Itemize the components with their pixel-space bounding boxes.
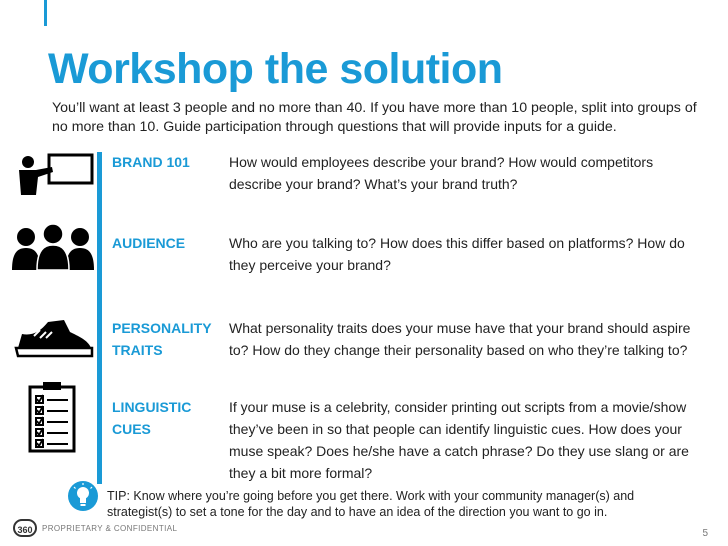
section-label-audience: AUDIENCE bbox=[112, 235, 186, 251]
confidential-label: PROPRIETARY & CONFIDENTIAL bbox=[42, 524, 178, 533]
clipboard-checklist-icon bbox=[28, 381, 78, 453]
company-logo: 360 bbox=[13, 519, 37, 537]
page-title: Workshop the solution bbox=[48, 45, 503, 93]
top-accent-rule bbox=[44, 0, 47, 26]
section-label-brand-101: BRAND 101 bbox=[112, 154, 190, 170]
lightbulb-icon bbox=[68, 481, 98, 511]
section-label-cues: CUES bbox=[112, 421, 151, 437]
section-desc-linguistic-line1: If your muse is a celebrity, consider printing out scripts from a movie/show bbox=[229, 399, 687, 415]
section-desc-linguistic-line2: they’ve been in so that people can identify linguistic cues. How does your bbox=[229, 421, 682, 437]
section-desc-linguistic-line3: muse speak? Does he/she have a catch phrase? Do they use slang or are bbox=[229, 443, 689, 459]
page-number: 5 bbox=[702, 528, 708, 539]
section-desc-audience-line2: they perceive your brand? bbox=[229, 257, 391, 273]
section-desc-brand-101-line2: describe your brand? What’s your brand truth? bbox=[229, 176, 518, 192]
section-label-linguistic: LINGUISTIC bbox=[112, 399, 192, 415]
audience-icon bbox=[10, 224, 96, 270]
section-desc-linguistic-line4: they a bit more formal? bbox=[229, 465, 373, 481]
section-accent-bar bbox=[97, 152, 102, 484]
tip-line-1: TIP: Know where you’re going before you get there. Work with your community manager(s) and bbox=[107, 489, 635, 503]
section-desc-personality-line2: to? How do they change their personality based on who they’re talking to? bbox=[229, 342, 688, 358]
section-desc-audience-line1: Who are you talking to? How does this differ based on platforms? How do bbox=[229, 235, 685, 251]
sneaker-icon bbox=[14, 318, 94, 360]
tip-text bbox=[107, 488, 667, 520]
section-label-traits: TRAITS bbox=[112, 342, 163, 358]
intro-text: You’ll want at least 3 people and no more than 40. If you have more than 10 people, split into groups of no more than 10. Guide participation through questions that will provide inputs for a guide. bbox=[52, 100, 697, 135]
section-desc-brand-101-line1: How would employees describe your brand? How would competitors bbox=[229, 154, 654, 170]
presenter-icon bbox=[14, 153, 94, 197]
section-desc-personality-line1: What personality traits does your muse have that your brand should aspire bbox=[229, 320, 691, 336]
section-label-personality: PERSONALITY bbox=[112, 320, 212, 336]
tip-line-2: strategist(s) to set a tone for the day and to have an idea of the direction you want to go in. bbox=[107, 505, 608, 519]
